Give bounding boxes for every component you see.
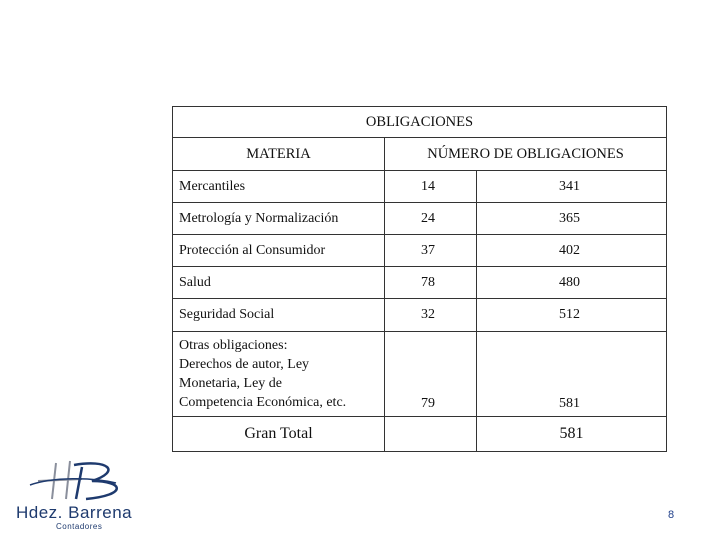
- row-value-2: 341: [477, 171, 667, 203]
- row-value-2: 480: [477, 267, 667, 299]
- row-value-2: 402: [477, 235, 667, 267]
- obligations-table: [172, 106, 667, 452]
- logo-name: Hdez. Barrena: [16, 503, 133, 522]
- table-row: [173, 203, 667, 235]
- row-value-1: 14: [385, 171, 477, 203]
- table-title: OBLIGACIONES: [173, 107, 667, 138]
- row-label-line: Derechos de autor, Ley: [179, 356, 310, 372]
- row-label-line: Competencia Económica, etc.: [179, 394, 347, 410]
- logo-subtitle: Contadores: [56, 522, 103, 531]
- row-value-1: 32: [385, 299, 477, 331]
- table-row: [173, 171, 667, 203]
- column-header-materia: MATERIA: [173, 138, 385, 171]
- total-row: [173, 416, 667, 451]
- row-label: Seguridad Social: [173, 299, 385, 331]
- row-value-2: 365: [477, 203, 667, 235]
- row-value-1: 78: [385, 267, 477, 299]
- row-label: Mercantiles: [173, 171, 385, 203]
- row-value-2: 512: [477, 299, 667, 331]
- table-row: [173, 267, 667, 299]
- total-spacer: [385, 416, 477, 451]
- row-value-2: 581: [477, 331, 667, 416]
- row-label: Protección al Consumidor: [173, 235, 385, 267]
- row-label-line: Otras obligaciones:: [179, 337, 288, 353]
- row-label: Salud: [173, 267, 385, 299]
- row-label: [173, 331, 385, 416]
- table-row: [173, 331, 667, 416]
- column-header-numero: NÚMERO DE OBLIGACIONES: [385, 138, 667, 171]
- table-title-row: [173, 107, 667, 138]
- total-value: 581: [477, 416, 667, 451]
- row-value-1: 24: [385, 203, 477, 235]
- table-header-row: [173, 138, 667, 171]
- total-label: Gran Total: [173, 416, 385, 451]
- table-row: [173, 235, 667, 267]
- row-value-1: 37: [385, 235, 477, 267]
- row-label: Metrología y Normalización: [173, 203, 385, 235]
- row-label-line: Monetaria, Ley de: [179, 375, 283, 391]
- table-row: [173, 299, 667, 331]
- page-number: 8: [668, 509, 675, 521]
- row-value-1: 79: [385, 331, 477, 416]
